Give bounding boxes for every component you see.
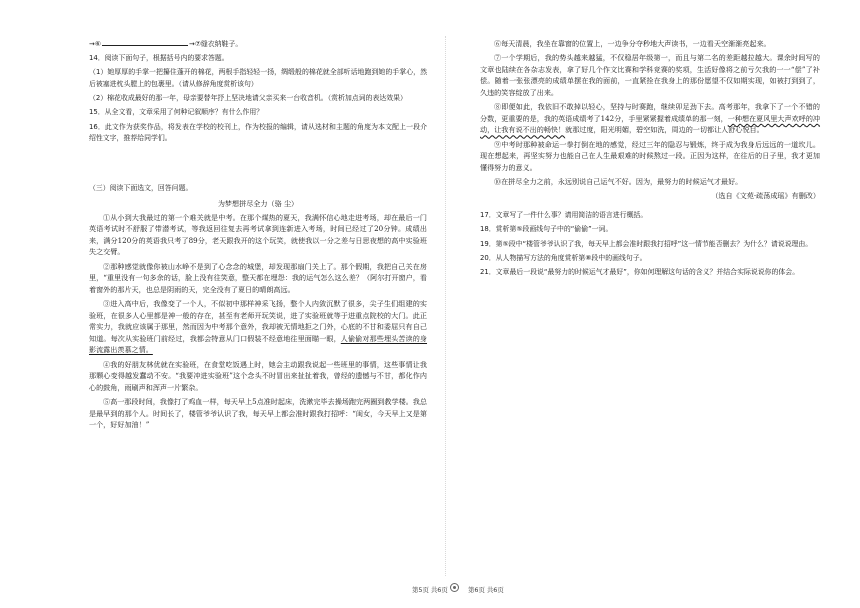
underlined-sentence: 人偷偷对那些埋头苦读的身影流露出羡慕之情。 — [89, 333, 428, 355]
question-15: 15．从全文看，文章采用了何种记叙顺序？有什么作用？ — [89, 108, 264, 117]
answer-blank — [102, 38, 188, 46]
question-21: 21．文章最后一段说“最努力的时候运气才最好”，你如何理解这句话的含义？并结合实际说说你的体会。 — [480, 268, 800, 277]
question-16: 16．此文作为获奖作品，将发表在学校的校刊上，作为校报的编辑，请从选材和主题的角度为本文配上一段介绍性文字，推荐给同学们。 — [89, 122, 427, 143]
article-title: 为梦想拼尽全力（骆 尘） — [217, 198, 299, 208]
answer-space — [89, 147, 427, 183]
question-14-2: （2）棉花收成最好的那一年，母亲要替年抒上坚决地请父亲买来一台收音机。（赏析加点词的表达效果） — [89, 94, 407, 103]
paragraph-8 — [480, 101, 820, 136]
column-divider — [445, 36, 447, 576]
wavy-underlined-sentence: 一种想在夏风里大声欢呼的冲动，让我有说不出的畅快！ — [480, 113, 821, 135]
paragraph-6: ⑥每天清晨，我坐在靠窗的位置上，一边争分夺秒地大声读书，一边看天空渐渐亮起来。 — [494, 39, 771, 48]
paragraph-10: ⑩在拼尽全力之前，永远别说自己运气不好。因为，最努力的时候运气才最好。 — [494, 176, 743, 186]
paragraph-9: ⑨中考时那种被命运一拳打倒在地的感觉，经过三年的隐忍与锻炼，终于成为我身后远远的一道坎儿。现在想起来，再坚实努力也能自己在人生最艰难的时候熬过一段。正因为这样，在往后的日子里，我才更加懂得努力的意义。 — [480, 139, 820, 172]
paragraph-8-tail: 就那过度，阳光明媚，碧空如洗，周边的一切都让人舒心悦目。 — [565, 125, 764, 135]
paragraph-8-text: ⑧即便如此，我依旧不敢掉以轻心，坚持与时赛跑，继续卯足劲下去。高考那年，我拿下了一个不错的分数，更重要的是，我的英语成绩考了142分，手里紧紧握着成绩单的那一刻， — [480, 102, 820, 123]
paragraph-3-text: ③进入高中后，我像变了一个人，不似初中那样神采飞扬，整个人内敛沉默了很多，尖子生们组建的实验班，在很多人心里都是神一般的存在，甚至有老师开玩笑说，进了实验班就等于进重点院校的大门。此正常实力，我就应该属于那里，然而因为中考那个意外，我却被无情地拒之门外，心底的不甘和委屈只有自己知道。每次从实验班门前经过，我都会特意从门口假装不经意地往里面瞄一眼， — [89, 299, 427, 343]
question-14: 14．阅读下面句子，根据括号内的要求答题。 — [89, 54, 229, 63]
question-13-tail — [89, 38, 427, 51]
left-page-column — [89, 38, 427, 433]
q13-suffix: →⑦缝衣纳鞋子。 — [188, 40, 243, 48]
paragraph-7: ⑦一个学期后，我的势头越来越猛，不仅稳居年级第一，而且与第二名的差距越拉越大。课余时间写的文章也陆续在各杂志发表，拿了好几个作文比赛和学科竞赛的奖项，生活好像将之前亏欠我的一一“偿”了补偿。随着一张张漂亮的成绩单摆在我的面前，一直紧拴在我身上的那份愿望不仅如期实现，如被打到到了，久违的笑容绽放了出来。 — [480, 53, 820, 97]
right-page-column — [480, 38, 820, 281]
section-3-heading: （三）阅读下面选文，回答问题。 — [89, 184, 193, 193]
paragraph-1: ①从小到大我最过的第一个难关就是中考。在那个煤热的夏天，我满怀信心地走进考场，却在最后一门英语考试时不舒服了带潜考试，等我返回往复去再考试拿到连新进入考场，时间已经过了20分钟。成绩出来，满分120分的英语我只考了89分，老天跟我开的这个玩笑，就使我以一分之差与日思夜想的高中实验班失之交臂。 — [89, 212, 427, 257]
page-number-right: 第6页 共6页 — [468, 586, 504, 594]
question-19: 19．第⑤段中“楼管爷爷认识了我，每天早上都会准时跟我打招呼”这一情节能否删去？为什么？请说说理由。 — [480, 239, 813, 248]
question-14-1: （1）她厚厚的手掌一把攥住蓬开的棉花，两根手指轻轻一扬，绸缎般的棉花就全部听话地跑到她的手掌心，然后被塞进枕头膛上的包裹里。（请从修辞角度赏析该句） — [89, 68, 427, 88]
question-17: 17．文章写了一件什么事？请用简洁的语言进行概括。 — [480, 211, 648, 220]
paragraph-4: ④我的好朋友林优就在实验班，在食堂吃饭遇上时，她会主动跟我说起一些班里的事情，这些事情让我那颗心变得越发蠢动不安。“我要冲进实验班”这个念头不时冒出来扯扯着我，曾经的遗憾与不甘，都化作内心的鼓角，雨刷声和浑声一片繁杂。 — [89, 359, 427, 392]
paragraph-3 — [89, 298, 427, 356]
q13-prefix: →⑥ — [89, 40, 101, 48]
paragraph-5: ⑤高一那段时间，我像打了鸡血一样，每天早上5点准时起床，洗漱完毕去操场跑完两圈到教学楼。我总是最早到的那个人。时间长了，楼管爷爷认识了我，每天早上都会准时跟我打招呼：“闺女，今天早上又是第一个，好好加油！” — [89, 396, 427, 430]
question-18: 18．赏析第⑤段画线句子中的“偷偷”一词。 — [480, 225, 613, 234]
binding-hole-icon — [450, 583, 459, 592]
article-source: （选自《文苑·疏荡成瑶》有删改） — [711, 191, 820, 201]
question-20: 20．从人物描写方法的角度赏析第⑧段中的画线句子。 — [480, 253, 647, 262]
paragraph-2: ②那种感觉就像你被山水峥不是到了心念念的城堡，却发现那扇门关上了。那个假期，我把自己关在房里，“重里没有一句多余的话，脸上没有往笑意，整天都在埋怨：我的运气怎么这么差？（阿尔打开窗户，看着窗外的那片天，也总是阴雨的天，完全没有了夏日的晴朗高远。 — [89, 261, 427, 294]
page-number-left: 第5页 共6页 — [412, 586, 448, 594]
